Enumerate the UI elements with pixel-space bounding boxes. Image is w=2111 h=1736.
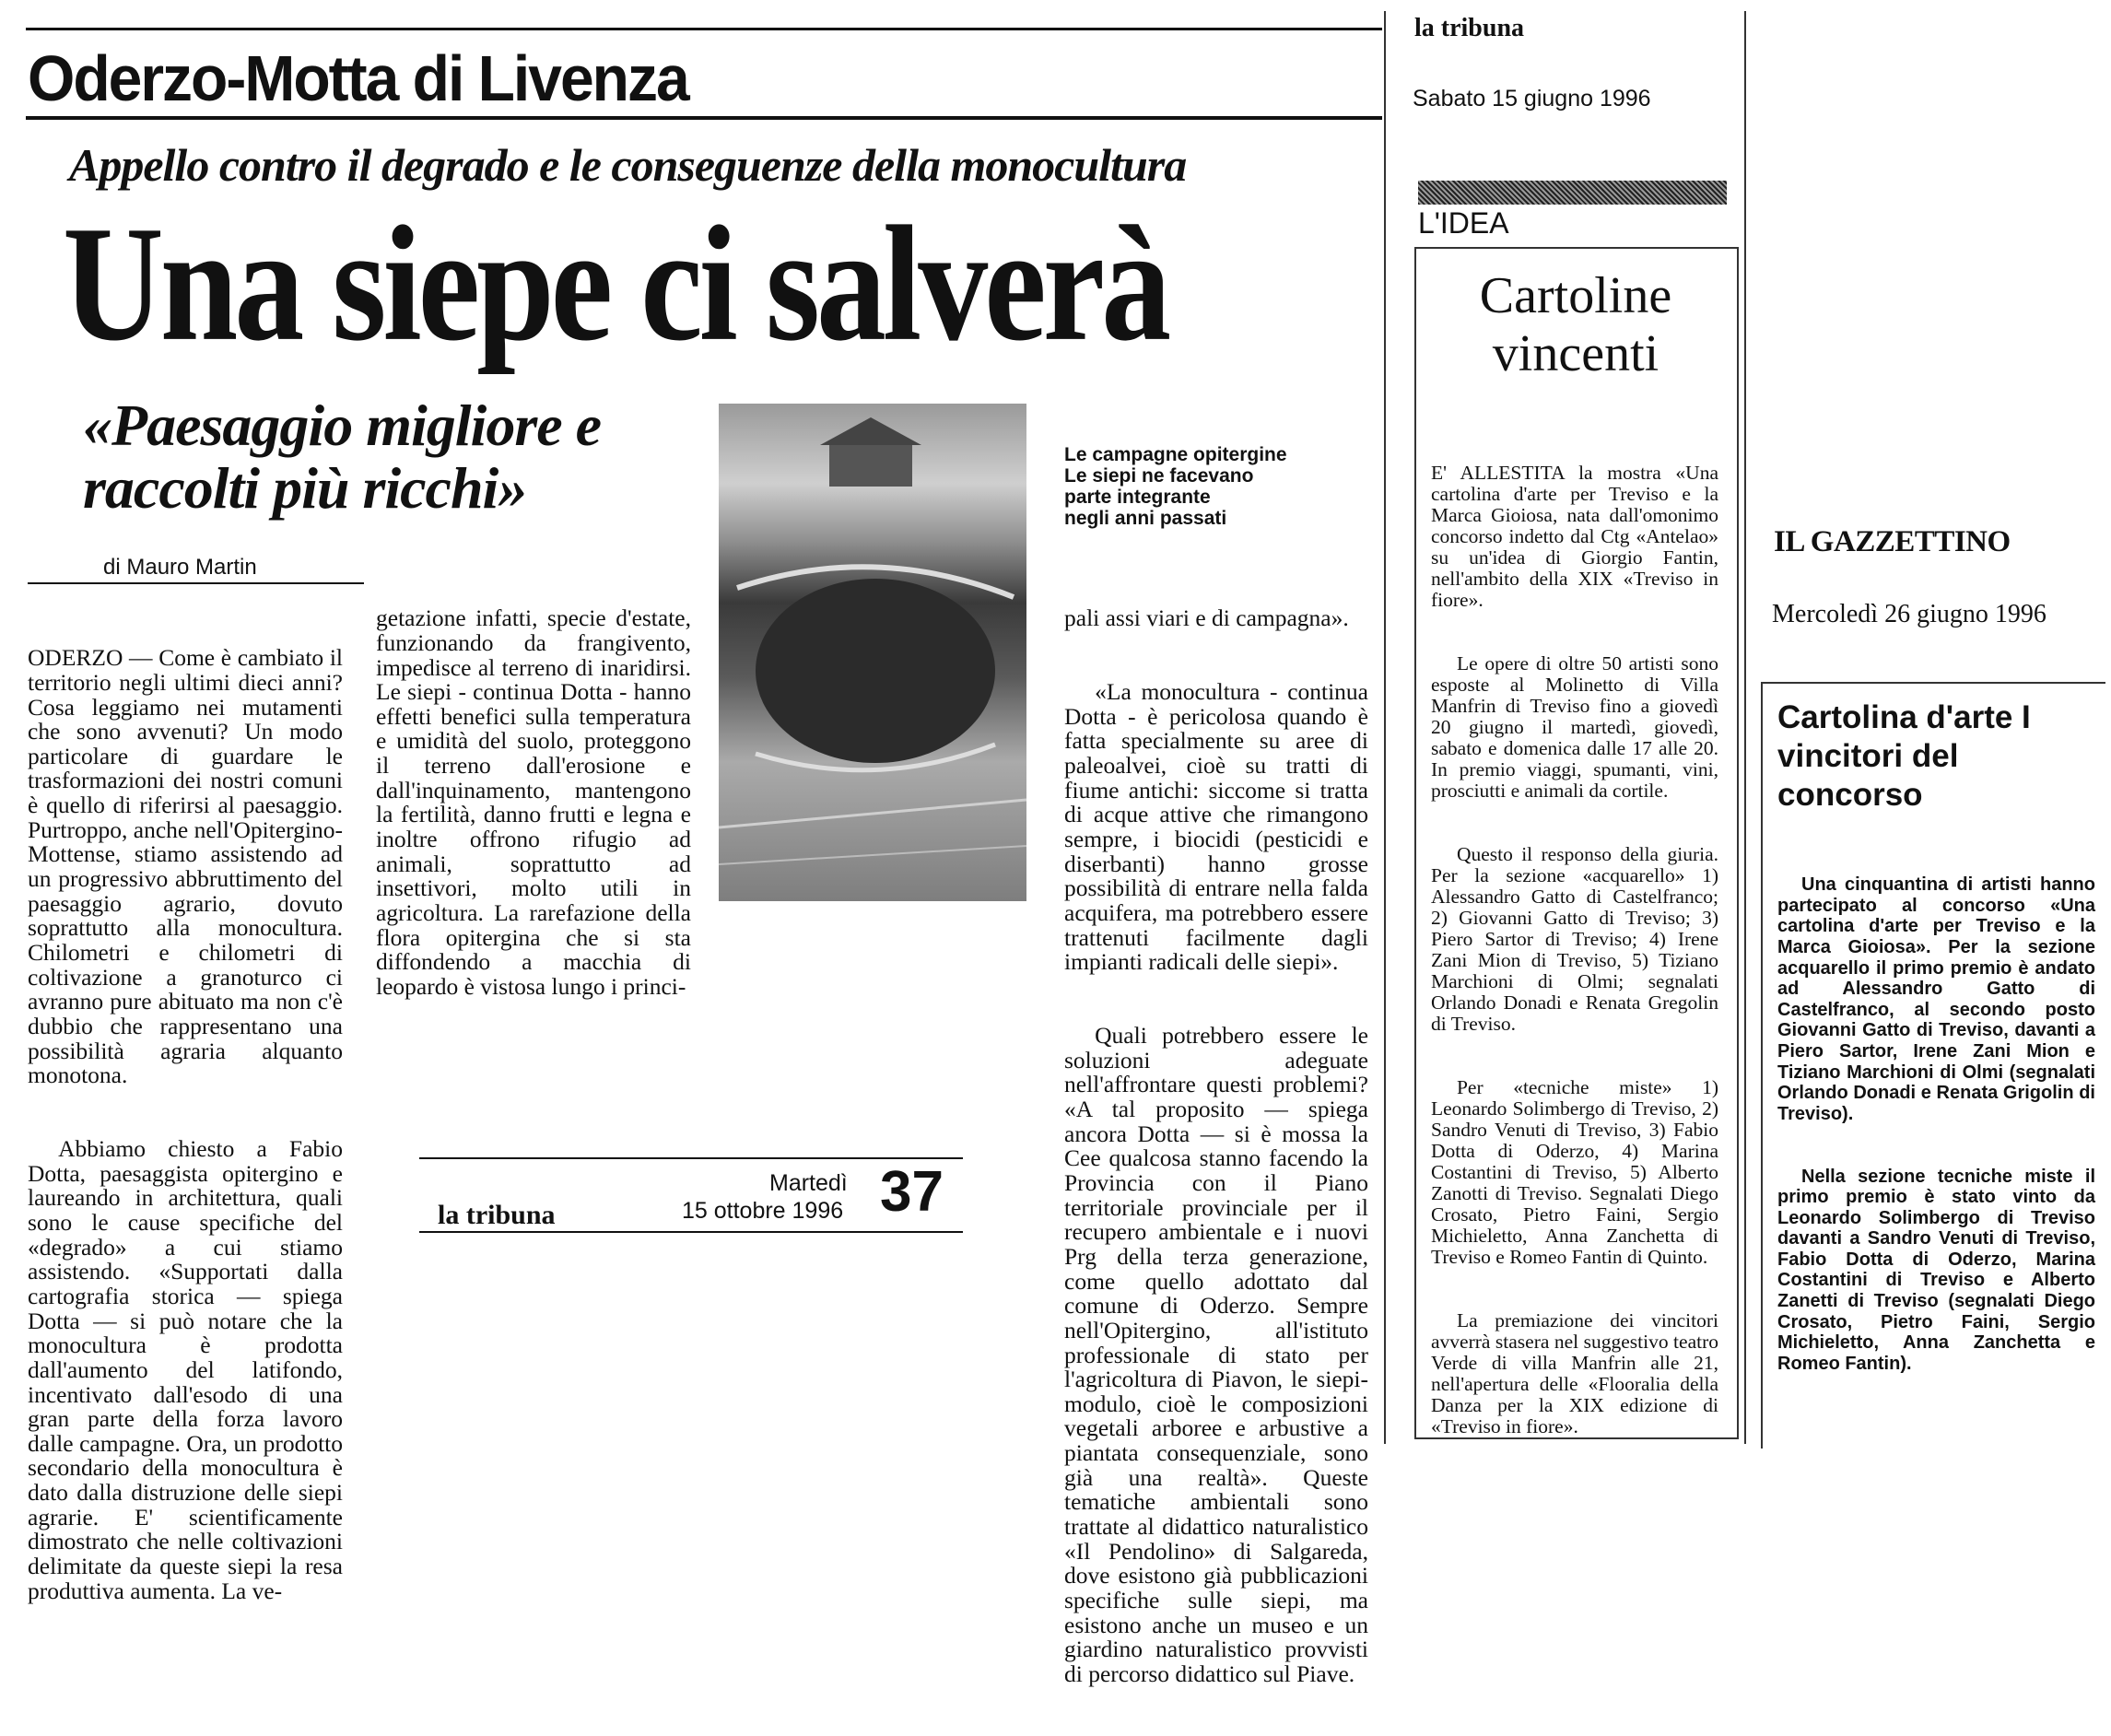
- footer-bottom-rule: [419, 1231, 963, 1233]
- footer-page-number: 37: [880, 1160, 944, 1224]
- article-paragraph: Per «tecniche miste» 1) Leonardo Solimbergo di Treviso, 2) Sandro Venuti di Treviso, 3) Fabio Dotta di Oderzo, 4) Marina Costantini di Treviso, 5) Alberto Zanotti di Treviso. Segnalati Diego Crosato, Pietro Faini, Sergio Michieletto, Anna Zanchetta di Treviso e Romeo Fantin di Quinto.: [1431, 1076, 1724, 1268]
- article-paragraph: Le opere di oltre 50 artisti sono esposte al Molinetto di Villa Manfrin di Treviso fino a giovedì 20 giugno il martedì, giovedì, sabato e domenica dalle 17 alle 20. In premio viaggi, spumanti, vini, prosciutti e animali da cortile.: [1431, 652, 1724, 802]
- col3-paragraph: «La monocultura - continua Dotta - è pericolosa quando è fatta specialmente su aree di paleoalvei, cioè su tratti di fiume antichi: siccome si tratta di acque attive che rimangono sempre, i biocidi (pesticidi e diserbanti) hanno grosse possibilità di entrare nella falda acquifera, ma potrebbero essere trattenuti facilmente dagli impianti radicali delle siepi».: [1064, 678, 1375, 976]
- byline: di Mauro Martin: [103, 555, 257, 580]
- rubric-bar: [1418, 181, 1727, 205]
- title-rule: [26, 116, 1382, 120]
- article-paragraph: La premiazione dei vincitori avverrà stasera nel suggestivo teatro Verde di villa Manfrin alle 21, nell'apertura delle «Flooralia della Danza per la XIX edizione di «Treviso in fiore».: [1431, 1309, 1724, 1437]
- paper-date: Sabato 15 giugno 1996: [1413, 86, 1651, 111]
- article-body: [1777, 833, 2101, 1416]
- kicker: Appello contro il degrado e le conseguenze della monocultura: [69, 139, 1187, 191]
- col1-paragraph: ODERZO — Come è cambiato il territorio negli ultimi dieci anni? Cosa leggiamo nei mutamenti che sono avvenuti? Un modo particolare di guardare le trasformazioni dei nostri comuni è quello di riferirsi al paesaggio. Purtroppo, anche nell'Opitergino-Mottense, stiamo assistendo ad un progressivo abbruttimento del paesaggio agrario, dovuto soprattutto alla monocultura. Chilometri e chilometri di coltivazione a granoturco ci avranno pure abituato ma non c'è dubbio che rappresentano una possibilità agraria alquanto monotona.: [28, 644, 349, 1089]
- paper-name: la tribuna: [1414, 14, 1525, 42]
- article-paragraph: E' ALLESTITA la mostra «Una cartolina d'arte per Treviso e la Marca Gioiosa, nata dall'omonimo concorso indetto dal Ctg «Antelao» su un'idea di Giorgio Fantin, nell'ambito della XIX «Treviso in fiore».: [1431, 462, 1724, 611]
- subheadline: «Paesaggio migliore e raccolti più ricchi»: [83, 393, 602, 521]
- photo-caption: Le campagne opitergine Le siepi ne facevano parte integrante negli anni passati: [1064, 444, 1287, 530]
- article-headline: Cartolina d'arte I vincitori del concorso: [1777, 699, 2031, 813]
- rubric-label: L'IDEA: [1418, 206, 1509, 240]
- article-column-1: [28, 597, 349, 1653]
- article-column-2: [376, 557, 698, 1049]
- article-paragraph: Una cinquantina di artisti hanno partecipato al concorso «Una cartolina d'arte per Treviso e la Marca Gioiosa». Per la sezione acquarello il primo premio è andato ad Alessandro Gatto di Castelfranco, al secondo posto Giovanni Gatto di Treviso, davanti a Piero Sartor, Irene Zani Mion e Tiziano Marchioni di Olmi (segnalati Orlando Donadi e Renata Grigolin di Treviso).: [1777, 874, 2101, 1124]
- article-paragraph: Questo il responso della giuria. Per la sezione «acquarello» 1) Alessandro Gatto di Castelfranco; 2) Giovanni Gatto di Treviso; 3) Piero Sartor di Treviso; 4) Irene Zani Mion di Treviso, 5) Tiziano Marchioni di Olmi; segnalati Orlando Donadi e Renata Gregolin di Treviso.: [1431, 843, 1724, 1035]
- byline-rule: [28, 582, 364, 584]
- section-title: Oderzo-Motta di Livenza: [28, 42, 688, 114]
- col3-paragraph: pali assi viari e di campagna».: [1064, 604, 1349, 632]
- article-column-3: [1064, 557, 1375, 1736]
- middle-clipping: [1387, 0, 1742, 1449]
- footer-day: Martedì: [769, 1170, 848, 1196]
- article-headline: Cartoline vincenti: [1479, 267, 1672, 382]
- footer-date: 15 ottobre 1996: [682, 1198, 844, 1224]
- footer-paper: la tribuna: [438, 1200, 556, 1230]
- field-photo: [719, 404, 1026, 901]
- headline: Una siepe ci salverà: [63, 192, 1168, 375]
- right-clipping: [1746, 0, 2111, 1449]
- col2-paragraph: getazione infatti, specie d'estate, funzionando da frangivento, impedisce al terreno di inaridirsi. Le siepi - continua Dotta - hanno effetti benefici sulla temperatura e umidità del suolo, proteggono il terreno dall'erosione e dall'inquinamento, mantengono la fertilità, danno frutti e legna e inoltre offrono rifugio ad animali, soprattutto ad insettivori, molto utili in agricoltura. La rarefazione della flora opitergina che si sta diffondendo a macchia di leopardo è vistosa lungo i princi-: [376, 604, 698, 1000]
- article-body: [1431, 420, 1724, 1480]
- col3-paragraph: Quali potrebbero essere le soluzioni adeguate nell'affrontare questi problemi? «A tal proposito — spiega ancora Dotta — si è mossa la Cee qualcosa stanno facendo la Provincia con il Piano territoriale provinciale per il recupero ambientale e i nuovi Prg della terza generazione, come quello adottato dal comune di Oderzo. Sempre nell'Opitergino, all'istituto professionale di stato per l'agricoltura di Piavon, le siepi-modulo, cioè le composizioni vegetali arboree e arbustive a piantata consequenziale, sono già una realtà». Queste tematiche ambientali sono trattate al didattico naturalistico «Il Pendolino» di Salgareda, dove esistono già pubblicazioni specifiche sulle siepi, ma esistono anche un museo e un giardino naturalistico provvisti di percorso didattico sul Piave.: [1064, 1022, 1375, 1687]
- photo-scene: [719, 404, 1026, 901]
- col1-paragraph: Abbiamo chiesto a Fabio Dotta, paesaggista opitergino e laureando in architettura, quali sono le cause specifiche del «degrado» a cui stiamo assistendo. «Supportati dalla cartografia storica — spiega Dotta — si può notare che la monocultura è prodotta dall'aumento del latifondo, incentivato dall'esodo di una gran parte della forza lavoro dalle campagne. Ora, un prodotto secondario della monocultura è dato dalla distruzione delle siepi agrarie. E' scientificamente dimostrato che nelle coltivazioni delimitate da queste siepi la resa produttiva aumenta. La ve-: [28, 1135, 349, 1604]
- article-paragraph: Nella sezione tecniche miste il primo premio è stato vinto da Leonardo Solimbergo di Treviso davanti a Sandro Venuti di Treviso, Fabio Dotta di Oderzo, Marina Costantini di Treviso e Alberto Zanetti di Treviso (segnalati Diego Crosato, Pietro Faini, Sergio Michieletto, Anna Zanchetta e Romeo Fantin).: [1777, 1166, 2101, 1374]
- top-rule: [26, 28, 1382, 30]
- paper-date: Mercoledì 26 giugno 1996: [1772, 600, 2046, 628]
- clip-divider-1: [1384, 11, 1386, 1444]
- paper-name: IL GAZZETTINO: [1774, 525, 2011, 558]
